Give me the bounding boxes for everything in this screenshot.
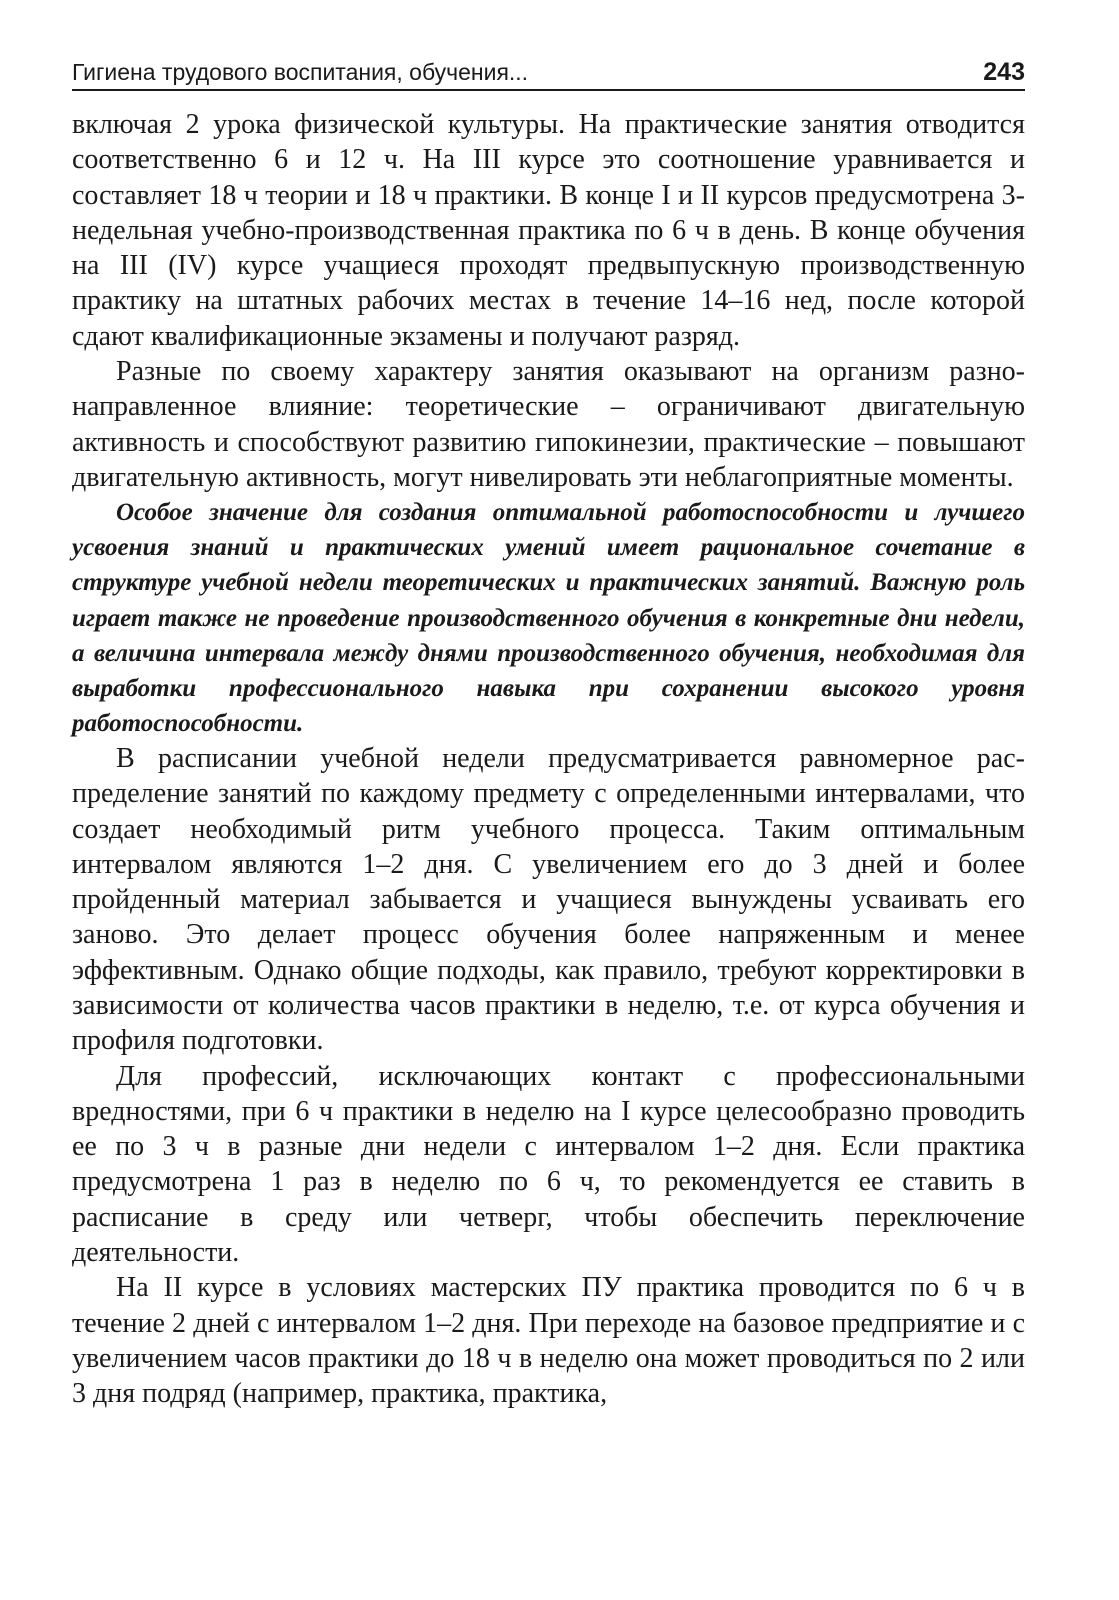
paragraph-second-course: На II курсе в условиях мастерских ПУ практика проводится по 6 ч в течение 2 дней с интервалом 1–2 дня. При переходе на базовое предприятие и с увеличением часов практики до 18 ч в неделю она может проводиться по 2 или 3 дня подряд (например, практика, практика, bbox=[72, 1272, 1025, 1410]
running-header bbox=[72, 58, 1025, 91]
paragraph-continuation: включая 2 урока физической культуры. На практические занятия отводится соответственно 6 и 12 ч. На III курсе это соотношение уравнивается и составляет 18 ч теории и 18 ч практики. В конце I и II курсов предусмотрена 3-недельная учебно-производственная практика по 6 ч в день. В конце обучения на III (IV) курсе учащиеся проходят предвыпускную производственную практику на штатных рабочих местах в течение 14–16 нед, после которой сдают квалификационные экзамены и получают разряд. bbox=[72, 109, 1025, 352]
paragraph-professions: Для профессий, исключающих контакт с профессиональными вредностями, при 6 ч практики в неделю на I курсе целесообразно проводить ее по 3 ч в разные дни недели с интервалом 1–2 дня. Если практика предусмотрена 1 раз в неделю по 6 ч, то рекомендуется ее ставить в расписание в среду или четверг, чтобы обеспечить переключение деятельности. bbox=[72, 1060, 1025, 1269]
book-page bbox=[72, 58, 1025, 1412]
paragraph-emphasis: Особое значение для создания оптимальной работоспособности и лучшего усвоения знаний и практических умений имеет рациональное сочетание в структуре учебной недели теоретических и практических занятий. Важную роль играет также не проведение производственного обучения в конкретные дни недели, а величина интервала между днями производственного обучения, необходимая для выработки профессионального навыка при сохранении высокого уровня работоспособности. bbox=[72, 499, 1025, 737]
body-text bbox=[72, 107, 1025, 1412]
paragraph-schedule-intervals: В расписании учебной недели предусматривается равномерное распределение занятий по каждому предмету с определенными интервалами, что создает необходимый ритм учебного процесса. Таким оптимальным интервалом являются 1–2 дня. С увеличением его до 3 дней и более пройденный материал забывается и учащиеся вынуждены усваивать его заново. Это делает процесс обучения более напряженным и менее эффективным. Однако общие подходы, как правило, требуют корректировки в зависимости от количества часов практики в неделю, т.е. от курса обучения и профиля подготовки. bbox=[72, 742, 1025, 1057]
paragraph-activity-influence: Разные по своему характеру занятия оказывают на организм разнонаправленное влияние: теоретические – ограничивают двигательную активность и способствуют развитию гипокинезии, практические – повышают двигательную активность, могут нивелировать эти неблагоприятные моменты. bbox=[72, 356, 1025, 493]
page-number: 243 bbox=[983, 58, 1025, 86]
running-header-title: Гигиена трудового воспитания, обучения... bbox=[72, 59, 529, 85]
